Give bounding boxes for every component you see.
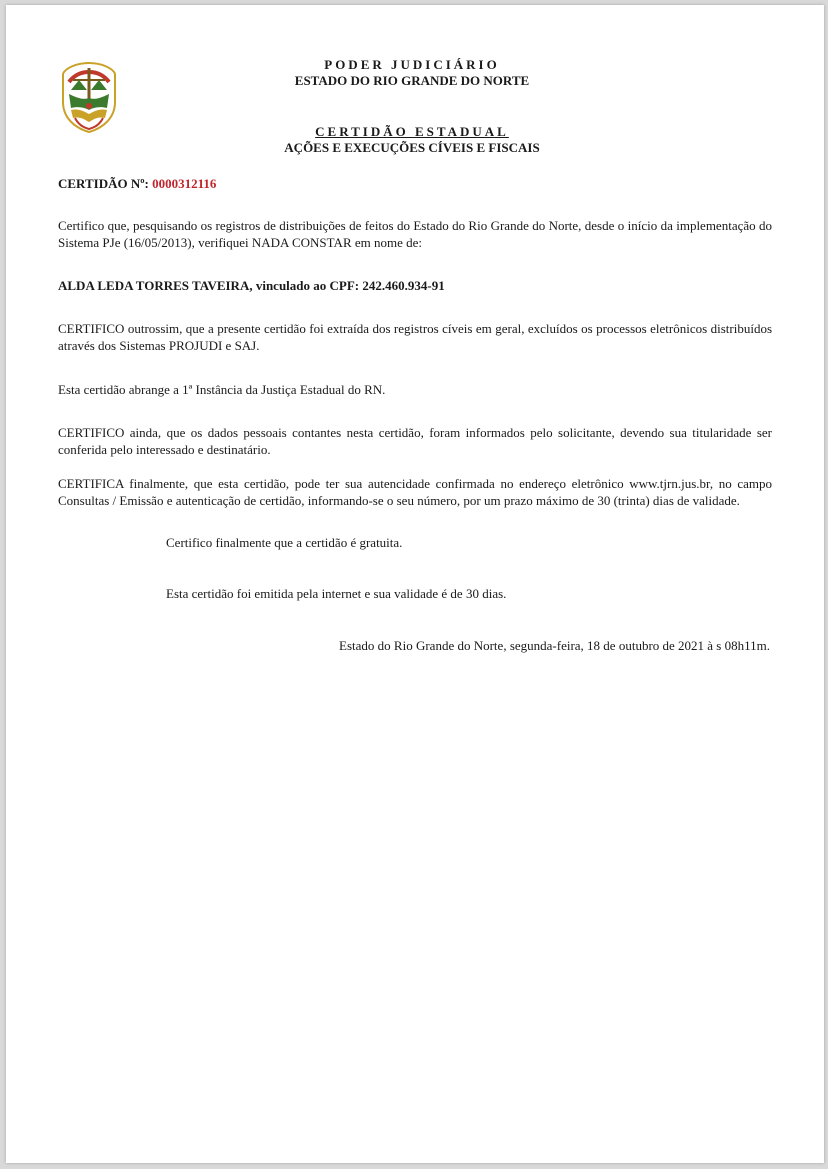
certificate-title: CERTIDÃO ESTADUAL xyxy=(315,124,509,139)
paragraph-personal-data: CERTIFICO ainda, que os dados pessoais contantes nesta certidão, foram informados pelo solicitante, devendo sua titularidade ser conferida pelo interessado e destinatário. xyxy=(58,425,772,457)
paragraph-validity: Esta certidão foi emitida pela internet e sua validade é de 30 dias. xyxy=(166,586,507,601)
person-identification: ALDA LEDA TORRES TAVEIRA, vinculado ao CPF: 242.460.934-91 xyxy=(58,278,445,293)
paragraph-search-result: Certifico que, pesquisando os registros de distribuições de feitos do Estado do Rio Grande do Norte, desde o início da implementação do Sistema PJe (16/05/2013), verifiquei NADA CONSTAR em nome de: xyxy=(58,218,772,250)
certificate-page xyxy=(6,5,824,1163)
date-location-line: Estado do Rio Grande do Norte, segunda-feira, 18 de outubro de 2021 à s 08h11m. xyxy=(339,638,770,653)
header-line1: PODER JUDICIÁRIO xyxy=(324,57,500,72)
paragraph-free: Certifico finalmente que a certidão é gratuita. xyxy=(166,535,403,550)
paragraph-scope: CERTIFICO outrossim, que a presente certidão foi extraída dos registros cíveis em geral, excluídos os processos eletrônicos distribuídos através dos Sistemas PROJUDI e SAJ. xyxy=(58,321,772,353)
certificate-number-line xyxy=(58,175,772,192)
paragraph-authenticity: CERTIFICA finalmente, que esta certidão, pode ter sua autencidade confirmada no endereço eletrônico www.tjrn.jus.br, no campo Consultas / Emissão e autenticação de certidão, informando-se o seu número, por um prazo máximo de 30 (trinta) dias de validade. xyxy=(58,476,772,508)
paragraph-instance: Esta certidão abrange a 1ª Instância da Justiça Estadual do RN. xyxy=(58,382,386,397)
certificate-subtitle: AÇÕES E EXECUÇÕES CÍVEIS E FISCAIS xyxy=(284,140,540,155)
certificate-number: 0000312116 xyxy=(152,176,217,191)
certificate-number-label: CERTIDÃO Nº: xyxy=(58,176,153,191)
header-line2: ESTADO DO RIO GRANDE DO NORTE xyxy=(294,73,530,88)
